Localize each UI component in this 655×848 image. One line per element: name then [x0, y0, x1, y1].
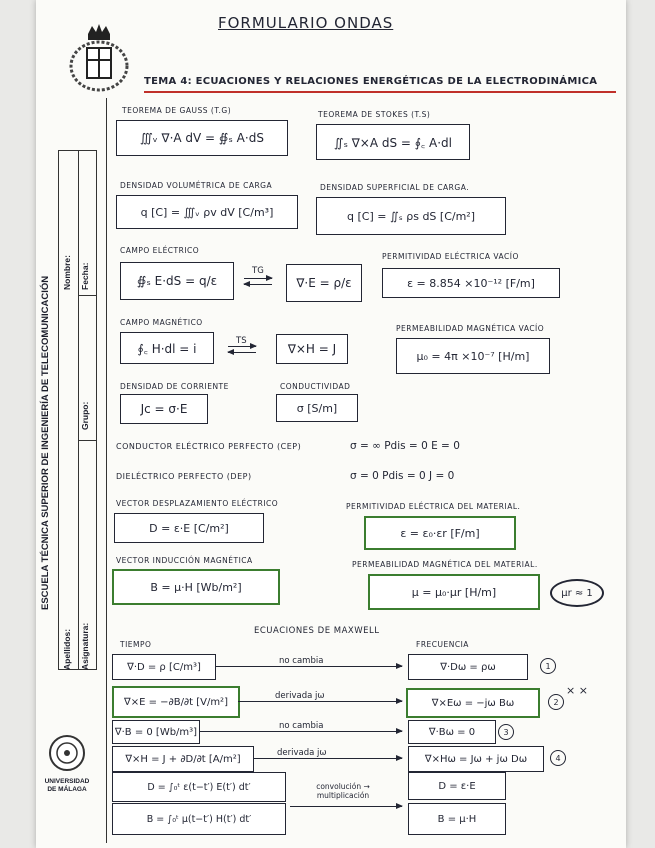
frecuencia-label: FRECUENCIA [416, 640, 469, 649]
arrow-right [200, 731, 402, 732]
sidebar-line [96, 150, 97, 670]
maxwell-number-3: 3 [498, 724, 514, 740]
conductivity-equation: σ [S/m] [276, 394, 358, 422]
convolution-note: convolución → multiplicación [316, 782, 370, 800]
h-field-differential: ∇×H = J [276, 334, 348, 364]
d-vector-equation: D = ε·E [C/m²] [114, 513, 264, 543]
arrow-left [228, 352, 256, 353]
b-vector-label: VECTOR INDUCCIÓN MAGNÉTICA [116, 556, 253, 565]
school-crest-logo [68, 18, 130, 94]
perm-vacuum-label: PERMITIVIDAD ELÉCTRICA VACÍO [382, 252, 519, 261]
fecha-label: Fecha: [80, 262, 90, 290]
current-density-equation: Jc = σ·E [120, 394, 208, 424]
ts-label: TS [236, 336, 247, 346]
maxwell-mid-1: no cambia [276, 656, 326, 666]
rho-s-label: DENSIDAD SUPERFICIAL DE CARGA. [320, 183, 470, 192]
arrow-right [244, 278, 272, 279]
rho-v-label: DENSIDAD VOLUMÉTRICA DE CARGA [120, 181, 273, 190]
mu-vacuum-equation: μ₀ = 4π ×10⁻⁷ [H/m] [396, 338, 550, 374]
e-field-label: CAMPO ELÉCTRICO [120, 246, 200, 255]
b-vector-equation: B = μ·H [Wb/m²] [112, 569, 280, 605]
maxwell-title: ECUACIONES DE MAXWELL [254, 626, 380, 636]
maxwell-freq-eq-4: ∇×Hω = Jω + jω Dω [408, 746, 544, 772]
d-vector-label: VECTOR DESPLAZAMIENTO ELÉCTRICO [116, 499, 279, 508]
arrow-right [238, 701, 402, 702]
maxwell-time-eq-1: ∇·D = ρ [C/m³] [112, 654, 216, 680]
margin-line [106, 98, 107, 843]
maxwell-mid-2: derivada jω [272, 691, 328, 701]
dep-equation: σ = 0 Pdis = 0 J = 0 [350, 470, 455, 482]
mu-r-note: μr ≈ 1 [550, 579, 604, 607]
h-field-label: CAMPO MAGNÉTICO [120, 318, 203, 327]
cross-marks: × × [566, 684, 588, 697]
sidebar-form [36, 150, 96, 670]
page-title: FORMULARIO ONDAS [218, 14, 394, 32]
maxwell-number-1: 1 [540, 658, 556, 674]
university-name: UNIVERSIDAD DE MÁLAGA [44, 778, 90, 793]
maxwell-number-2: 2 [548, 694, 564, 710]
conductivity-label: CONDUCTIVIDAD [280, 382, 351, 391]
maxwell-mid-4: derivada jω [274, 748, 330, 758]
arrow-right [290, 806, 402, 807]
maxwell-freq-eq-6: B = μ·H [408, 803, 506, 835]
maxwell-freq-eq-3: ∇·Bω = 0 [408, 720, 496, 744]
sidebar-line [78, 150, 79, 670]
maxwell-mid-3: no cambia [276, 721, 326, 731]
grupo-label: Grupo: [80, 401, 90, 430]
dep-label: DIELÉCTRICO PERFECTO (DEP) [116, 472, 252, 481]
stokes-label: TEOREMA DE STOKES (T.S) [318, 110, 431, 119]
h-field-integral: ∮꜀ H·dl = i [120, 332, 214, 364]
university-logo [42, 733, 92, 773]
maxwell-number-4: 4 [550, 750, 566, 766]
maxwell-time-eq-5: D = ∫₀ᵗ ε(t−t′) E(t′) dt′ [112, 772, 286, 802]
school-name: ESCUELA TÉCNICA SUPERIOR DE INGENIERÍA DE TELECOMUNICACIÓN [40, 275, 51, 610]
mu-material-equation: μ = μ₀·μr [H/m] [368, 574, 540, 610]
maxwell-freq-eq-5: D = ε·E [408, 772, 506, 800]
stokes-equation: ∬ₛ ∇×A dS = ∮꜀ A·dl [316, 124, 470, 160]
formula-sheet-page [36, 0, 626, 848]
gauss-label: TEOREMA DE GAUSS (T.G) [122, 106, 232, 115]
mu-vacuum-label: PERMEABILIDAD MAGNÉTICA VACÍO [396, 324, 545, 333]
asignatura-label: Asignatura: [80, 622, 90, 670]
cep-equation: σ = ∞ Pdis = 0 E = 0 [350, 440, 460, 452]
arrow-left [244, 284, 272, 285]
current-density-label: DENSIDAD DE CORRIENTE [120, 382, 229, 391]
nombre-label: Nombre: [62, 255, 72, 290]
maxwell-time-eq-3: ∇·B = 0 [Wb/m³] [112, 720, 200, 744]
apellidos-label: Apellidos: [62, 628, 72, 670]
rho-v-equation: q [C] = ∭ᵥ ρv dV [C/m³] [116, 195, 298, 229]
perm-material-label: PERMITIVIDAD ELÉCTRICA DEL MATERIAL. [346, 502, 521, 511]
perm-vacuum-equation: ε = 8.854 ×10⁻¹² [F/m] [382, 268, 560, 298]
tg-label: TG [252, 266, 264, 276]
arrow-right [254, 758, 402, 759]
rho-s-equation: q [C] = ∬ₛ ρs dS [C/m²] [316, 197, 506, 235]
maxwell-time-eq-2: ∇×E = −∂B/∂t [V/m²] [112, 686, 240, 718]
arrow-right [216, 666, 402, 667]
topic-heading: TEMA 4: ECUACIONES Y RELACIONES ENERGÉTICAS DE LA ELECTRODINÁMICA [144, 76, 598, 87]
arrow-right [228, 346, 256, 347]
maxwell-time-eq-6: B = ∫₀ᵗ μ(t−t′) H(t′) dt′ [112, 803, 286, 835]
e-field-integral: ∯ₛ E·dS = q/ε [120, 262, 234, 300]
maxwell-time-eq-4: ∇×H = J + ∂D/∂t [A/m²] [112, 746, 254, 772]
cep-label: CONDUCTOR ELÉCTRICO PERFECTO (CEP) [116, 442, 302, 451]
gauss-equation: ∭ᵥ ∇·A dV = ∯ₛ A·dS [116, 120, 288, 156]
mu-material-label: PERMEABILIDAD MAGNÉTICA DEL MATERIAL. [352, 560, 538, 569]
sidebar-line [58, 150, 59, 670]
topic-underline [144, 91, 616, 93]
perm-material-equation: ε = ε₀·εr [F/m] [364, 516, 516, 550]
maxwell-freq-eq-1: ∇·Dω = ρω [408, 654, 528, 680]
tiempo-label: TIEMPO [120, 640, 152, 649]
e-field-differential: ∇·E = ρ/ε [286, 264, 362, 302]
maxwell-freq-eq-2: ∇×Eω = −jω Bω [406, 688, 540, 718]
